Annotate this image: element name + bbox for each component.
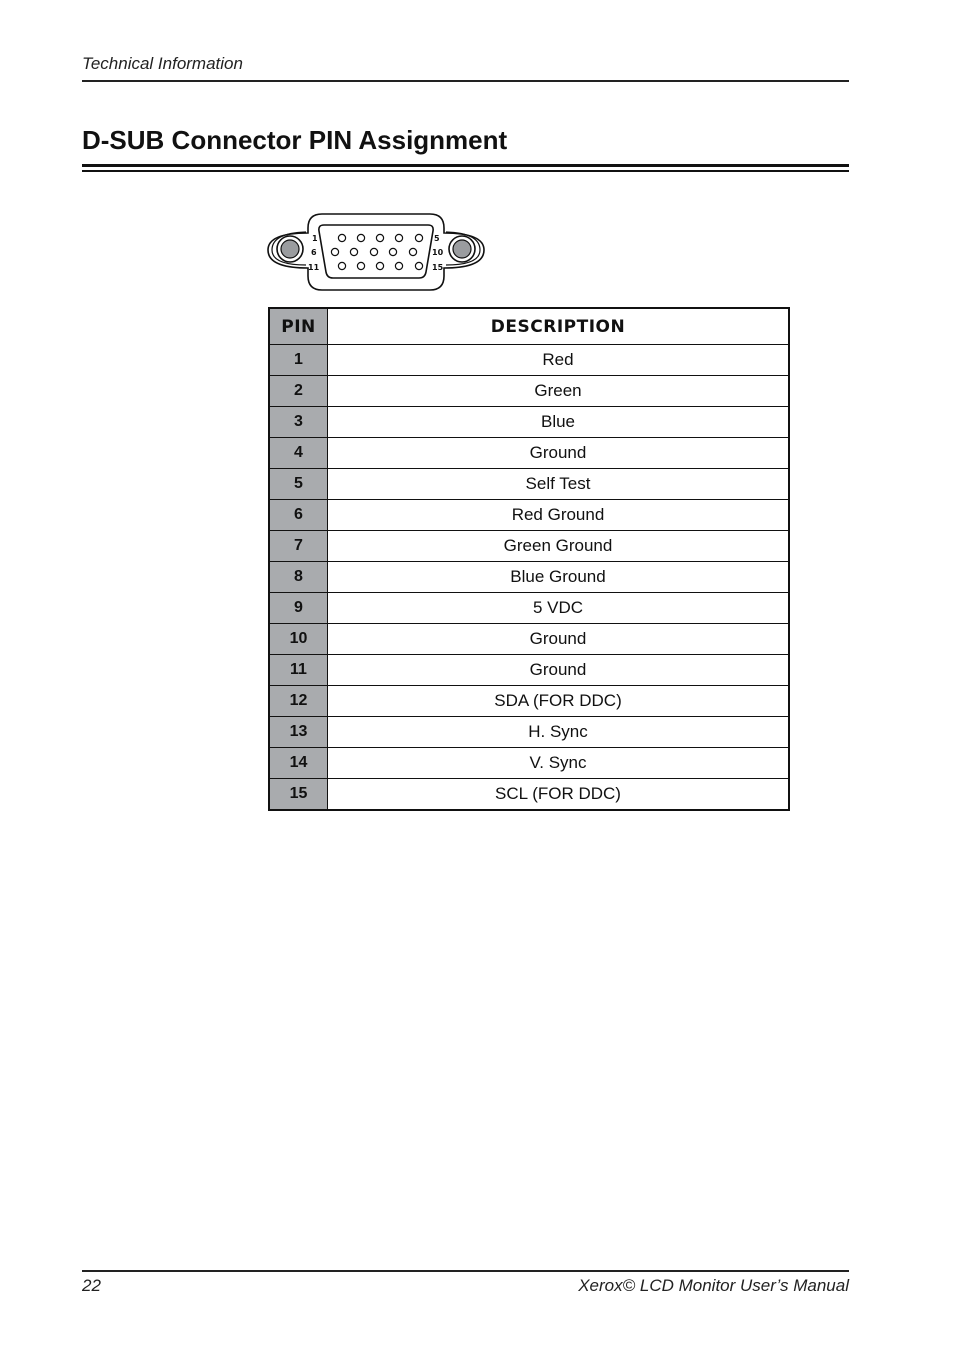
pin-description: Blue Ground [328,562,790,593]
pin-number: 14 [269,748,328,779]
pin-assignment-table [268,307,790,811]
pin-number: 2 [269,376,328,407]
title-rule-thin [82,170,849,172]
column-header-description: DESCRIPTION [328,308,790,345]
pin-label-5: 5 [434,234,440,243]
pin-number: 4 [269,438,328,469]
table-row [269,345,789,376]
dsub-connector-diagram [266,212,486,292]
pin-number: 3 [269,407,328,438]
pin-number: 15 [269,779,328,811]
table-row [269,717,789,748]
column-header-pin: PIN [269,308,328,345]
table-row [269,500,789,531]
pin-description: Self Test [328,469,790,500]
pin-description: SDA (FOR DDC) [328,686,790,717]
pin-number: 5 [269,469,328,500]
pin-description: SCL (FOR DDC) [328,779,790,811]
pin-number: 10 [269,624,328,655]
footer-rule [82,1270,849,1272]
table-row [269,686,789,717]
table-row [269,407,789,438]
page-number: 22 [82,1276,101,1295]
pin-description: Ground [328,438,790,469]
pin-number: 1 [269,345,328,376]
title-rule-thick [82,164,849,167]
mounting-screw-left [277,236,303,262]
table-row [269,624,789,655]
pin-number: 6 [269,500,328,531]
pin-label-15: 15 [432,263,444,272]
pin-description: Ground [328,655,790,686]
pin-label-11: 11 [308,263,320,272]
pin-description: Blue [328,407,790,438]
pin-description: Green [328,376,790,407]
pin-description: Red Ground [328,500,790,531]
pin-number: 11 [269,655,328,686]
pin-number: 12 [269,686,328,717]
pin-description: V. Sync [328,748,790,779]
table-header-row [269,308,789,345]
pin-number: 7 [269,531,328,562]
page-title: D-SUB Connector PIN Assignment [82,125,508,155]
pin-description: 5 VDC [328,593,790,624]
running-head: Technical Information [82,54,243,73]
pin-label-6: 6 [311,248,317,257]
pin-description: Ground [328,624,790,655]
table-row [269,469,789,500]
pin-description: H. Sync [328,717,790,748]
table-row [269,748,789,779]
pin-description: Green Ground [328,531,790,562]
mounting-screw-right [449,236,475,262]
table-row [269,438,789,469]
pin-label-10: 10 [432,248,444,257]
pin-number: 13 [269,717,328,748]
table-row [269,593,789,624]
manual-title: Xerox© LCD Monitor User’s Manual [578,1276,849,1295]
table-row [269,562,789,593]
pin-description: Red [328,345,790,376]
header-rule [82,80,849,82]
table-row [269,779,789,811]
pin-number: 9 [269,593,328,624]
table-row [269,655,789,686]
pin-number: 8 [269,562,328,593]
pin-label-1: 1 [312,234,318,243]
table-row [269,531,789,562]
table-row [269,376,789,407]
